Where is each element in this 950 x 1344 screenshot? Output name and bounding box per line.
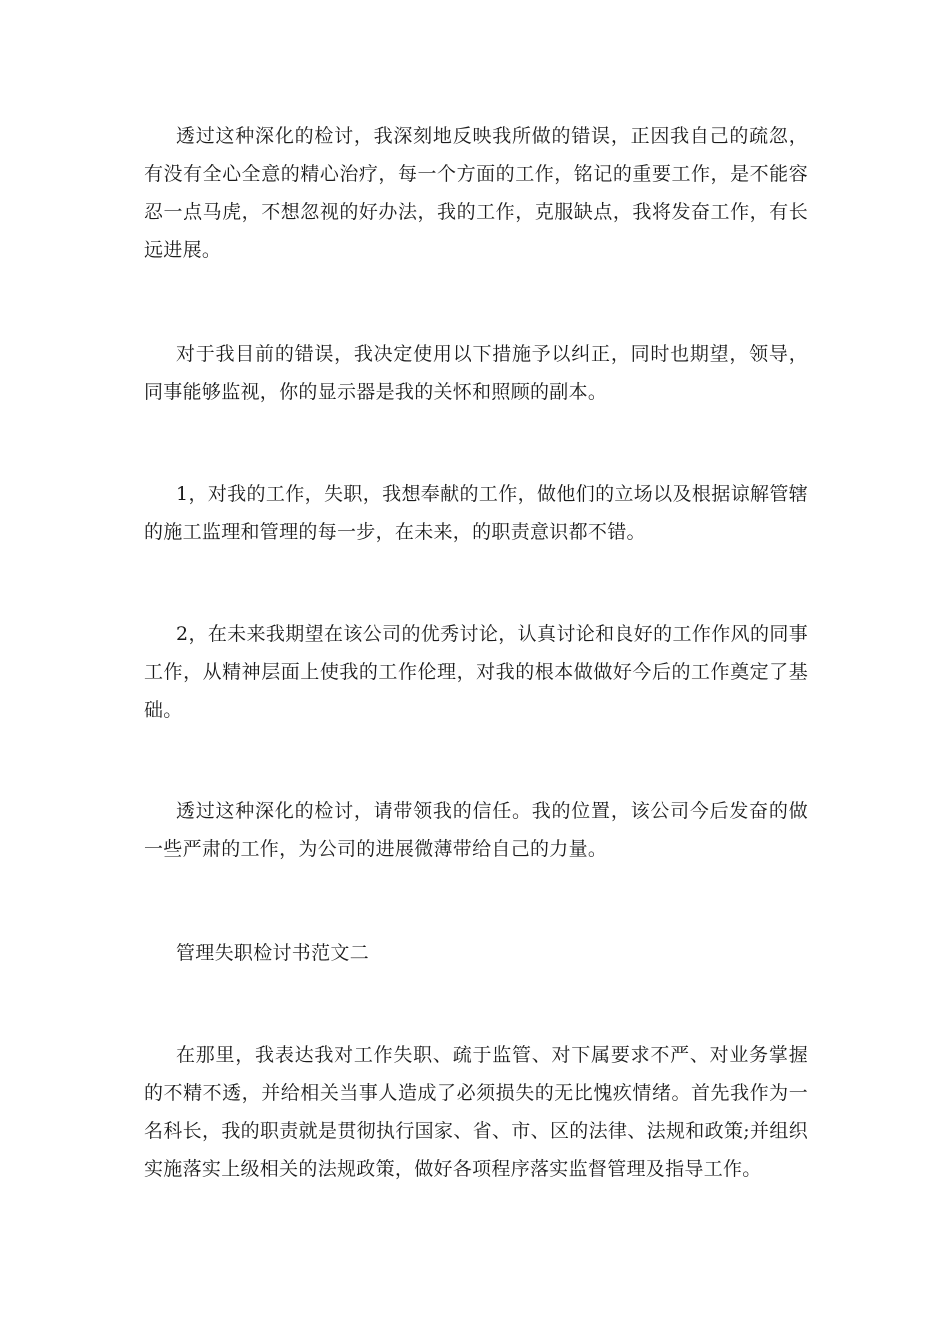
paragraph-measure-1: 1，对我的工作，失职，我想奉献的工作，做他们的立场以及根据谅解管辖的施工监理和管理的每一步，在未来，的职责意识都不错。 <box>144 483 808 543</box>
paragraph-second-letter: 在那里，我表达我对工作失职、疏于监管、对下属要求不严、对业务掌握的不精不透，并给相关当事人造成了必须损失的无比愧疚情绪。首先我作为一名科长，我的职责就是贯彻执行国家、省、市、区的法律、法规和政策;并组织实施落实上级相关的法规政策，做好各项程序落实监督管理及指导工作。 <box>144 1044 808 1180</box>
paragraph-measure-2: 2，在未来我期望在该公司的优秀讨论，认真讨论和良好的工作作风的同事工作，从精神层面上使我的工作伦理，对我的根本做做好今后的工作奠定了基础。 <box>144 623 808 721</box>
paragraph-reflection: 透过这种深化的检讨，我深刻地反映我所做的错误，正因我自己的疏忽，有没有全心全意的精心治疗，每一个方面的工作，铭记的重要工作，是不能容忍一点马虎，不想忽视的好办法，我的工作，克服缺点，我将发奋工作，有长远进展。 <box>144 125 808 261</box>
paragraph-closing: 透过这种深化的检讨，请带领我的信任。我的位置，该公司今后发奋的做一些严肃的工作，为公司的进展微薄带给自己的力量。 <box>144 800 808 860</box>
section-heading: 管理失职检讨书范文二 <box>176 942 370 964</box>
paragraph-corrective-measures: 对于我目前的错误，我决定使用以下措施予以纠正，同时也期望，领导，同事能够监视，你的显示器是我的关怀和照顾的副本。 <box>144 343 808 403</box>
